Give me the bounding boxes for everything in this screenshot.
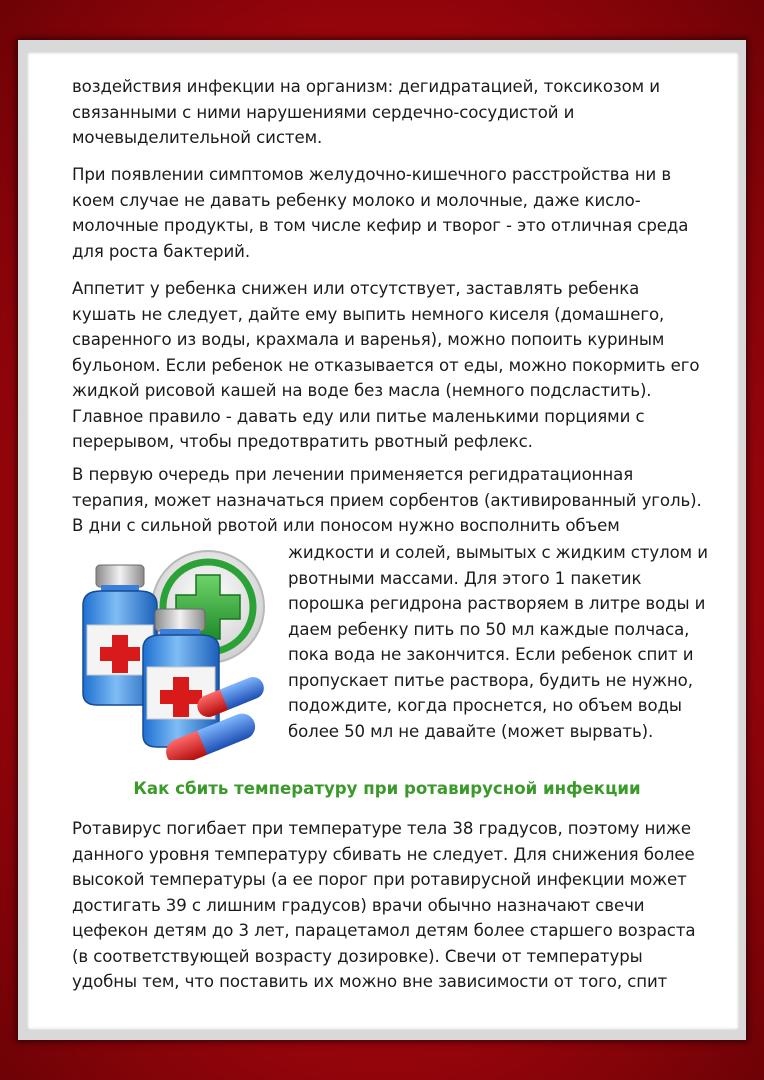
medicine-bottles-pills-cross-icon	[63, 545, 278, 760]
document-page	[27, 52, 739, 1030]
paragraph-appetite: Аппетит у ребенка снижен или отсутствует, заставлять ребенка кушать не следует, дайте ему выпить немного киселя (домашнего, сваренного из воды, крахмала и варенья), можно попоить куриным бульоном. Если ребенок не отказывается от еды, можно покормить его жидкой рисовой кашей на воде без масла (немного подсластить). Главное правило - давать еду или питье маленькими порциями с перерывом, чтобы предотвратить рвотный рефлекс.	[72, 279, 700, 451]
paragraph-dairy-warning: При появлении симптомов желудочно-кишечного расстройства ни в коем случае не давать ребенку молоко и молочные, даже кисло-молочные продукты, в том числе кефир и творог - это отличная среда для роста бактерий.	[72, 165, 689, 261]
paragraph-temperature: Ротавирус погибает при температуре тела 38 градусов, поэтому ниже данного уровня температуру сбивать не следует. Для снижения более высокой температуры (а ее порог при ротавирусной инфекции может достигать 39 с лишним градусов) врачи обычно назначают свечи цефекон детям до 3 лет, парацетамол детям более старшего возраста (в соответствующей возрасту дозировке). Свечи от температуры удобны тем, что поставить их можно вне зависимости от того, спит	[72, 819, 696, 991]
paragraph-rehydration: В первую очередь при лечении применяется регидратационная терапия, может назначаться прием сорбентов (активированный уголь). В дни с сильной рвотой или поносом нужно восполнить объем	[72, 465, 702, 535]
paragraph-dehydration: воздействия инфекции на организм: дегидратацией, токсикозом и связанными с ними нарушениями сердечно-сосудистой и мочевыделительной систем.	[72, 77, 660, 147]
section-heading: Как сбить температуру при ротавирусной инфекции	[133, 779, 641, 798]
paragraph-regidron: жидкости и солей, вымытых с жидким стулом и рвотными массами. Для этого 1 пакетик порошка регидрона растворяем в литре воды и даем ребенку пить по 50 мл каждые полчаса, пока вода не закончится. Если ребенок спит и пропускает питье раствора, будить не нужно, подождите, когда проснется, но объем воды более 50 мл не давайте (может вырвать).	[288, 543, 708, 741]
